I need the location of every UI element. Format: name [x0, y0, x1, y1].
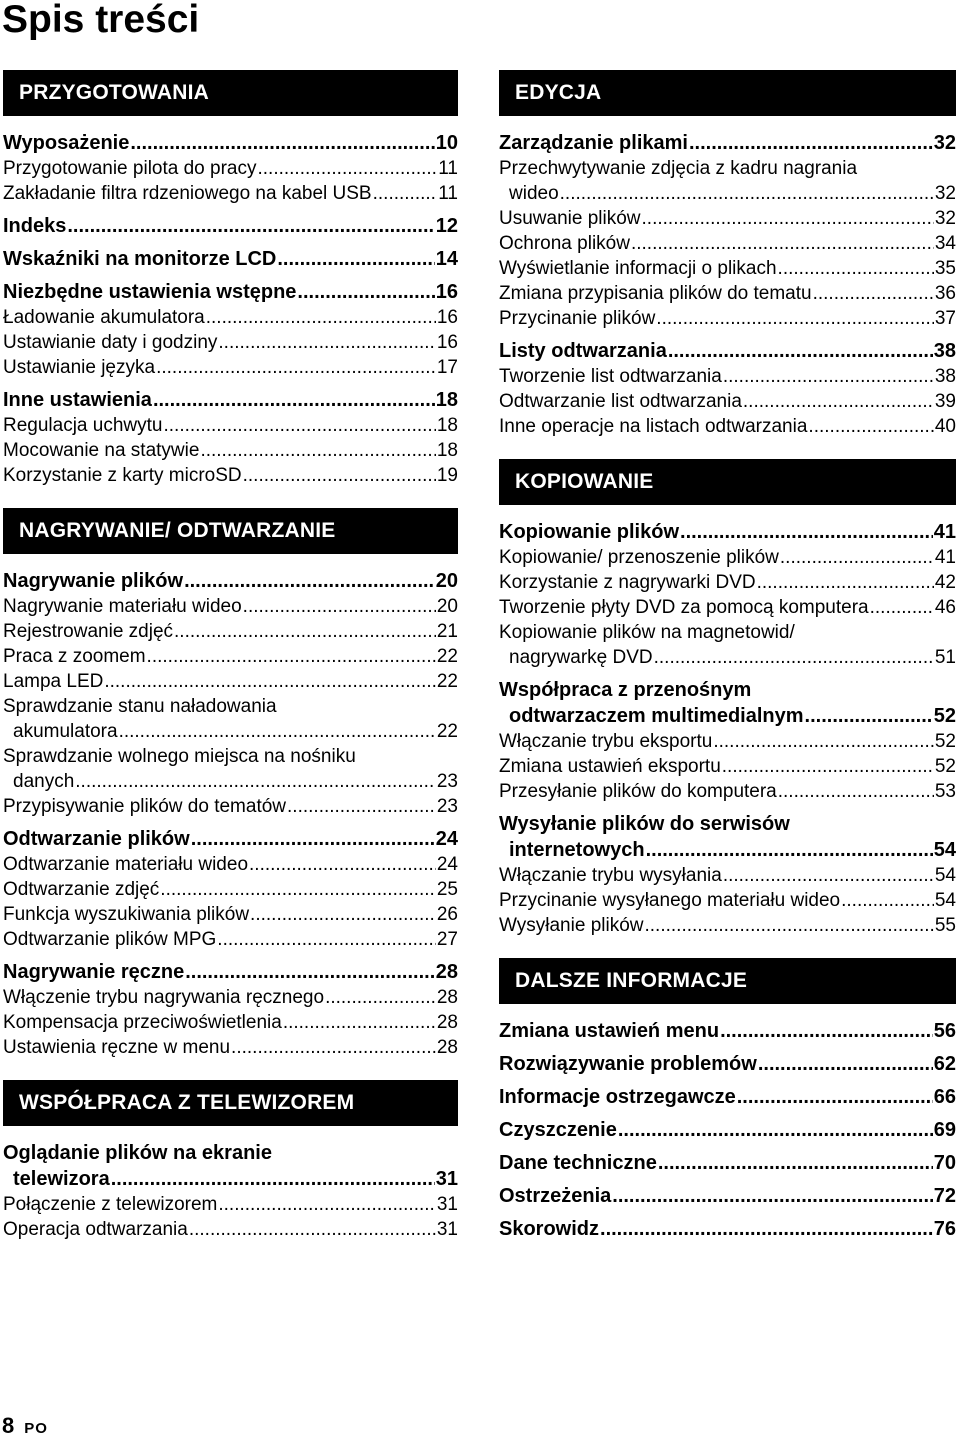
toc-entry[interactable]	[3, 719, 458, 744]
toc-entry[interactable]	[3, 213, 458, 239]
toc-entry[interactable]	[499, 306, 956, 331]
dot-leader	[723, 364, 934, 389]
dot-leader	[631, 231, 934, 256]
language-code: PO	[24, 1420, 48, 1437]
toc-entry[interactable]	[499, 570, 956, 595]
toc-entry-label: Zarządzanie plikami	[499, 132, 688, 154]
toc-entry-label: danych	[13, 771, 75, 792]
toc-entry-line[interactable]: Oglądanie plików na ekranie	[3, 1142, 272, 1164]
toc-entry-label: Korzystanie z nagrywarki DVD	[499, 572, 756, 593]
toc-entry[interactable]	[3, 130, 458, 156]
toc-entry-page: 23	[436, 771, 458, 792]
dot-leader	[743, 389, 934, 414]
toc-entry[interactable]	[499, 1051, 956, 1077]
dot-leader	[206, 305, 436, 330]
dot-leader	[778, 779, 934, 804]
toc-entry-page: 32	[933, 132, 956, 154]
toc-entry-page: 11	[438, 183, 458, 204]
toc-entry-page: 21	[436, 621, 458, 642]
toc-entry[interactable]	[499, 389, 956, 414]
page-number: 8	[2, 1413, 15, 1438]
dot-leader	[147, 644, 436, 669]
dot-leader	[243, 594, 436, 619]
toc-entry-label: Rejestrowanie zdjęć	[3, 621, 174, 642]
toc-entry[interactable]	[3, 877, 458, 902]
toc-entry-label: Niezbędne ustawienia wstępne	[3, 281, 297, 303]
toc-entry-label: Indeks	[3, 215, 67, 237]
toc-entry-page: 19	[436, 465, 458, 486]
toc-entry-page: 54	[934, 865, 956, 886]
dot-leader	[656, 306, 934, 331]
toc-entry-label: Nagrywanie plików	[3, 570, 184, 592]
toc-entry[interactable]	[3, 1035, 458, 1060]
toc-entry[interactable]	[499, 364, 956, 389]
toc-entry-label: Włączanie trybu eksportu	[499, 731, 713, 752]
toc-entry-label: Ustawianie języka	[3, 357, 156, 378]
dot-leader	[560, 181, 934, 206]
toc-entry-page: 20	[435, 570, 458, 592]
toc-entry-label: Operacja odtwarzania	[3, 1219, 188, 1240]
toc-entry-page: 23	[436, 796, 458, 817]
dot-leader	[160, 877, 436, 902]
toc-entry-page: 36	[934, 283, 956, 304]
toc-entry-label: Zmiana przypisania plików do tematu	[499, 283, 812, 304]
toc-entry-page: 70	[933, 1152, 956, 1174]
toc-entry-label: Kompensacja przeciwoświetlenia	[3, 1012, 282, 1033]
toc-entry-page: 39	[934, 391, 956, 412]
toc-entry-label: Zmiana ustawień eksportu	[499, 756, 721, 777]
toc-entry-label: Inne operacje na listach odtwarzania	[499, 416, 808, 437]
dot-leader	[67, 213, 434, 239]
toc-entry[interactable]	[499, 703, 956, 729]
toc-entry-page: 40	[934, 416, 956, 437]
toc-entry-label: Rozwiązywanie problemów	[499, 1053, 757, 1075]
toc-entry[interactable]	[499, 130, 956, 156]
toc-entry[interactable]	[3, 902, 458, 927]
dot-leader	[191, 826, 435, 852]
toc-entry-label: Ochrona plików	[499, 233, 630, 254]
toc-entry-page: 28	[435, 961, 458, 983]
toc-entry-page: 11	[438, 158, 458, 179]
dot-leader	[130, 130, 434, 156]
toc-entry[interactable]	[3, 1010, 458, 1035]
toc-entry[interactable]	[499, 913, 956, 938]
toc-entry[interactable]	[499, 338, 956, 364]
toc-entry-label: Włączenie trybu nagrywania ręcznego	[3, 987, 325, 1008]
toc-entry-page: 26	[436, 904, 458, 925]
section-header-kopiowanie: KOPIOWANIE	[499, 459, 956, 505]
toc-entry-label: Odtwarzanie materiału wideo	[3, 854, 249, 875]
dot-leader	[119, 719, 436, 744]
toc-entry-label: Skorowidz	[499, 1218, 600, 1240]
toc-entry-label: nagrywarkę DVD	[509, 647, 653, 668]
dot-leader	[654, 645, 934, 670]
toc-entry-page: 51	[934, 647, 956, 668]
toc-entry-page: 14	[435, 248, 458, 270]
toc-entry-label: Przesyłanie plików do komputera	[499, 781, 777, 802]
toc-entry-page: 22	[436, 671, 458, 692]
toc-entry-page: 16	[436, 307, 458, 328]
toc-entry-label: Przycinanie wysyłanego materiału wideo	[499, 890, 841, 911]
toc-entry[interactable]	[499, 595, 956, 620]
toc-entry-label: Wyświetlanie informacji o plikach	[499, 258, 777, 279]
toc-entry[interactable]	[3, 669, 458, 694]
page-footer	[2, 1414, 48, 1441]
toc-entry-page: 46	[934, 597, 956, 618]
toc-entry[interactable]	[499, 256, 956, 281]
toc-entry-label: Korzystanie z karty microSD	[3, 465, 242, 486]
toc-entry[interactable]	[3, 305, 458, 330]
toc-entry[interactable]	[499, 1216, 956, 1242]
toc-entry-page: 22	[436, 721, 458, 742]
dot-leader	[257, 156, 437, 181]
toc-entry-page: 56	[933, 1020, 956, 1042]
toc-entry-page: 38	[933, 340, 956, 362]
dot-leader	[104, 669, 436, 694]
toc-entry-label: Inne ustawienia	[3, 389, 152, 411]
section-header-nagrywanie-odtwarzanie: NAGRYWANIE/ ODTWARZANIE	[3, 508, 458, 554]
toc-column-right	[499, 70, 956, 1242]
dot-leader	[218, 1192, 435, 1217]
dot-leader	[231, 1035, 436, 1060]
toc-entry[interactable]	[3, 985, 458, 1010]
toc-entry[interactable]	[499, 754, 956, 779]
toc-entry-label: Tworzenie płyty DVD za pomocą komputera	[499, 597, 869, 618]
toc-entry[interactable]	[3, 463, 458, 488]
dot-leader	[720, 1018, 933, 1044]
toc-entry[interactable]	[3, 927, 458, 952]
toc-entry-page: 34	[934, 233, 956, 254]
toc-entry[interactable]	[499, 519, 956, 545]
toc-entry-label: internetowych	[509, 839, 645, 861]
dot-leader	[111, 1166, 435, 1192]
toc-entry-page: 76	[933, 1218, 956, 1240]
toc-entry-label: Przygotowanie pilota do pracy	[3, 158, 257, 179]
toc-entry-label: Wysyłanie plików	[499, 915, 644, 936]
dot-leader	[185, 959, 435, 985]
dot-leader	[612, 1183, 932, 1209]
toc-entry-page: 32	[934, 208, 956, 229]
toc-entry-page: 10	[435, 132, 458, 154]
toc-entry[interactable]	[499, 1018, 956, 1044]
dot-leader	[200, 438, 435, 463]
toc-entry-label: Praca z zoomem	[3, 646, 146, 667]
toc-entry-page: 12	[435, 215, 458, 237]
toc-entry-line[interactable]: Sprawdzanie stanu naładowania	[3, 696, 277, 717]
toc-entry-page: 25	[436, 879, 458, 900]
toc-entry[interactable]	[3, 594, 458, 619]
dot-leader	[841, 888, 934, 913]
toc-entry-label: Odtwarzanie plików	[3, 828, 190, 850]
toc-entry[interactable]	[3, 387, 458, 413]
dot-leader	[75, 769, 436, 794]
toc-entry-label: Przycinanie plików	[499, 308, 656, 329]
toc-entry-page: 52	[934, 756, 956, 777]
dot-leader	[758, 1051, 933, 1077]
toc-entry-label: Mocowanie na statywie	[3, 440, 200, 461]
toc-entry[interactable]	[3, 769, 458, 794]
toc-entry-line[interactable]: Wysyłanie plików do serwisów	[499, 813, 790, 835]
toc-entry[interactable]	[499, 181, 956, 206]
toc-entry-page: 41	[933, 521, 956, 543]
section-header-dalsze-informacje: DALSZE INFORMACJE	[499, 958, 956, 1004]
toc-entry-label: Kopiowanie plików	[499, 521, 680, 543]
dot-leader	[600, 1216, 933, 1242]
toc-entry-label: Wyposażenie	[3, 132, 130, 154]
toc-entry[interactable]	[499, 281, 956, 306]
toc-entry[interactable]	[499, 206, 956, 231]
toc-entry-line[interactable]: Przechwytywanie zdjęcia z kadru nagrania	[499, 158, 858, 179]
toc-entry[interactable]	[499, 1183, 956, 1209]
toc-entry-page: 72	[933, 1185, 956, 1207]
dot-leader	[250, 902, 436, 927]
toc-entry-page: 27	[436, 929, 458, 950]
dot-leader	[283, 1010, 436, 1035]
dot-leader	[156, 355, 436, 380]
toc-entry-label: Odtwarzanie zdjęć	[3, 879, 160, 900]
toc-entry-page: 35	[934, 258, 956, 279]
toc-entry-label: Regulacja uchwytu	[3, 415, 163, 436]
toc-entry[interactable]	[499, 1084, 956, 1110]
toc-entry[interactable]	[3, 355, 458, 380]
toc-entry-line[interactable]: Kopiowanie plików na magnetowid/	[499, 622, 795, 643]
toc-entry-page: 17	[436, 357, 458, 378]
toc-entry-label: Kopiowanie/ przenoszenie plików	[499, 547, 779, 568]
toc-entry-page: 31	[436, 1194, 458, 1215]
dot-leader	[153, 387, 435, 413]
toc-entry-page: 22	[436, 646, 458, 667]
dot-leader	[249, 852, 436, 877]
toc-entry-line[interactable]: Współpraca z przenośnym	[499, 679, 752, 701]
dot-leader	[680, 519, 933, 545]
dot-leader	[646, 837, 933, 863]
dot-leader	[713, 729, 934, 754]
dot-leader	[218, 330, 435, 355]
toc-entry-label: Nagrywanie ręczne	[3, 961, 185, 983]
toc-entry[interactable]	[3, 156, 458, 181]
toc-entry-page: 20	[436, 596, 458, 617]
dot-leader	[174, 619, 436, 644]
dot-leader	[658, 1150, 933, 1176]
toc-entry-label: Czyszczenie	[499, 1119, 617, 1141]
toc-entry-page: 31	[436, 1219, 458, 1240]
dot-leader	[642, 206, 934, 231]
toc-entry-page: 28	[436, 1037, 458, 1058]
toc-entry-label: Usuwanie plików	[499, 208, 641, 229]
toc-entry[interactable]	[3, 181, 458, 206]
dot-leader	[778, 256, 934, 281]
toc-entry-label: akumulatora	[13, 721, 118, 742]
toc-entry-page: 53	[934, 781, 956, 802]
toc-entry[interactable]	[3, 568, 458, 594]
section-header-wspolpraca-z-telewizorem: WSPÓŁPRACA Z TELEWIZOREM	[3, 1080, 458, 1126]
dot-leader	[287, 794, 436, 819]
toc-entry-page: 31	[435, 1168, 458, 1190]
toc-entry-label: Zmiana ustawień menu	[499, 1020, 720, 1042]
toc-entry-line[interactable]: Sprawdzanie wolnego miejsca na nośniku	[3, 746, 356, 767]
toc-column-left	[3, 70, 458, 1242]
dot-leader	[645, 913, 934, 938]
toc-entry-page: 69	[933, 1119, 956, 1141]
toc-entry[interactable]	[3, 438, 458, 463]
toc-entry-label: Odtwarzanie plików MPG	[3, 929, 217, 950]
toc-entry[interactable]	[499, 645, 956, 670]
toc-entry[interactable]	[3, 826, 458, 852]
dot-leader	[805, 703, 933, 729]
toc-entry-page: 18	[435, 389, 458, 411]
toc-entry[interactable]	[3, 246, 458, 272]
toc-entry[interactable]	[499, 729, 956, 754]
toc-entry[interactable]	[3, 330, 458, 355]
toc-entry-label: Odtwarzanie list odtwarzania	[499, 391, 742, 412]
toc-entry-page: 24	[436, 854, 458, 875]
toc-entry[interactable]	[3, 279, 458, 305]
toc-entry[interactable]	[499, 1117, 956, 1143]
toc-entry[interactable]	[3, 794, 458, 819]
toc-entry[interactable]	[3, 644, 458, 669]
toc-entry-label: Ostrzeżenia	[499, 1185, 612, 1207]
toc-entry[interactable]	[3, 1217, 458, 1242]
dot-leader	[813, 281, 934, 306]
toc-entry-label: Dane techniczne	[499, 1152, 657, 1174]
section-header-przygotowania: PRZYGOTOWANIA	[3, 70, 458, 116]
toc-entry-page: 54	[934, 890, 956, 911]
toc-entry[interactable]	[499, 863, 956, 888]
dot-leader	[277, 246, 434, 272]
toc-entry-label: Ładowanie akumulatora	[3, 307, 205, 328]
toc-entry[interactable]	[3, 1166, 458, 1192]
toc-entry[interactable]	[499, 888, 956, 913]
toc-entry-label: Funkcja wyszukiwania plików	[3, 904, 250, 925]
toc-entry-page: 52	[934, 731, 956, 752]
toc-entry-label: Wskaźniki na monitorze LCD	[3, 248, 277, 270]
toc-entry[interactable]	[3, 413, 458, 438]
dot-leader	[722, 754, 934, 779]
dot-leader	[373, 181, 438, 206]
toc-entry-page: 28	[436, 987, 458, 1008]
toc-entry[interactable]	[499, 231, 956, 256]
toc-entry-page: 55	[934, 915, 956, 936]
toc-entry[interactable]	[3, 959, 458, 985]
toc-entry[interactable]	[499, 545, 956, 570]
dot-leader	[808, 414, 933, 439]
toc-entry-page: 54	[933, 839, 956, 861]
toc-entry[interactable]	[3, 1192, 458, 1217]
dot-leader	[723, 863, 934, 888]
dot-leader	[297, 279, 434, 305]
toc-entry-page: 16	[436, 332, 458, 353]
toc-entry-label: Przypisywanie plików do tematów	[3, 796, 287, 817]
toc-entry-label: Tworzenie list odtwarzania	[499, 366, 722, 387]
toc-entry-label: Informacje ostrzegawcze	[499, 1086, 736, 1108]
section-header-edycja: EDYCJA	[499, 70, 956, 116]
dot-leader	[737, 1084, 933, 1110]
toc-entry-label: Włączanie trybu wysyłania	[499, 865, 722, 886]
toc-entry-page: 37	[934, 308, 956, 329]
toc-entry-page: 18	[436, 440, 458, 461]
toc-entry[interactable]	[499, 837, 956, 863]
page-title: Spis treści	[2, 0, 200, 41]
dot-leader	[184, 568, 435, 594]
toc-entry-page: 16	[435, 281, 458, 303]
toc-entry-page: 24	[435, 828, 458, 850]
toc-entry-label: Ustawianie daty i godziny	[3, 332, 218, 353]
toc-entry-page: 41	[934, 547, 956, 568]
toc-entry-page: 62	[933, 1053, 956, 1075]
toc-entry-label: Połączenie z telewizorem	[3, 1194, 218, 1215]
toc-entry[interactable]	[3, 619, 458, 644]
toc-entry-label: Nagrywanie materiału wideo	[3, 596, 242, 617]
toc-entry-label: odtwarzaczem multimedialnym	[509, 705, 804, 727]
toc-entry[interactable]	[499, 779, 956, 804]
dot-leader	[189, 1217, 436, 1242]
dot-leader	[689, 130, 933, 156]
dot-leader	[243, 463, 436, 488]
dot-leader	[163, 413, 435, 438]
toc-entry-page: 42	[934, 572, 956, 593]
toc-entry-label: Zakładanie filtra rdzeniowego na kabel USB	[3, 183, 372, 204]
toc-entry-label: wideo	[509, 183, 559, 204]
dot-leader	[618, 1117, 933, 1143]
toc-entry-page: 52	[933, 705, 956, 727]
toc-entry-page: 66	[933, 1086, 956, 1108]
toc-entry-page: 32	[934, 183, 956, 204]
toc-entry-label: telewizora	[13, 1168, 110, 1190]
dot-leader	[780, 545, 934, 570]
dot-leader	[217, 927, 436, 952]
dot-leader	[325, 985, 436, 1010]
toc-entry-page: 28	[436, 1012, 458, 1033]
toc-entry-label: Listy odtwarzania	[499, 340, 667, 362]
toc-entry[interactable]	[499, 1150, 956, 1176]
toc-entry[interactable]	[3, 852, 458, 877]
toc-entry-label: Lampa LED	[3, 671, 104, 692]
toc-entry[interactable]	[499, 414, 956, 439]
dot-leader	[757, 570, 934, 595]
dot-leader	[668, 338, 933, 364]
dot-leader	[870, 595, 934, 620]
toc-entry-label: Ustawienia ręczne w menu	[3, 1037, 231, 1058]
toc-entry-page: 18	[436, 415, 458, 436]
toc-entry-page: 38	[934, 366, 956, 387]
